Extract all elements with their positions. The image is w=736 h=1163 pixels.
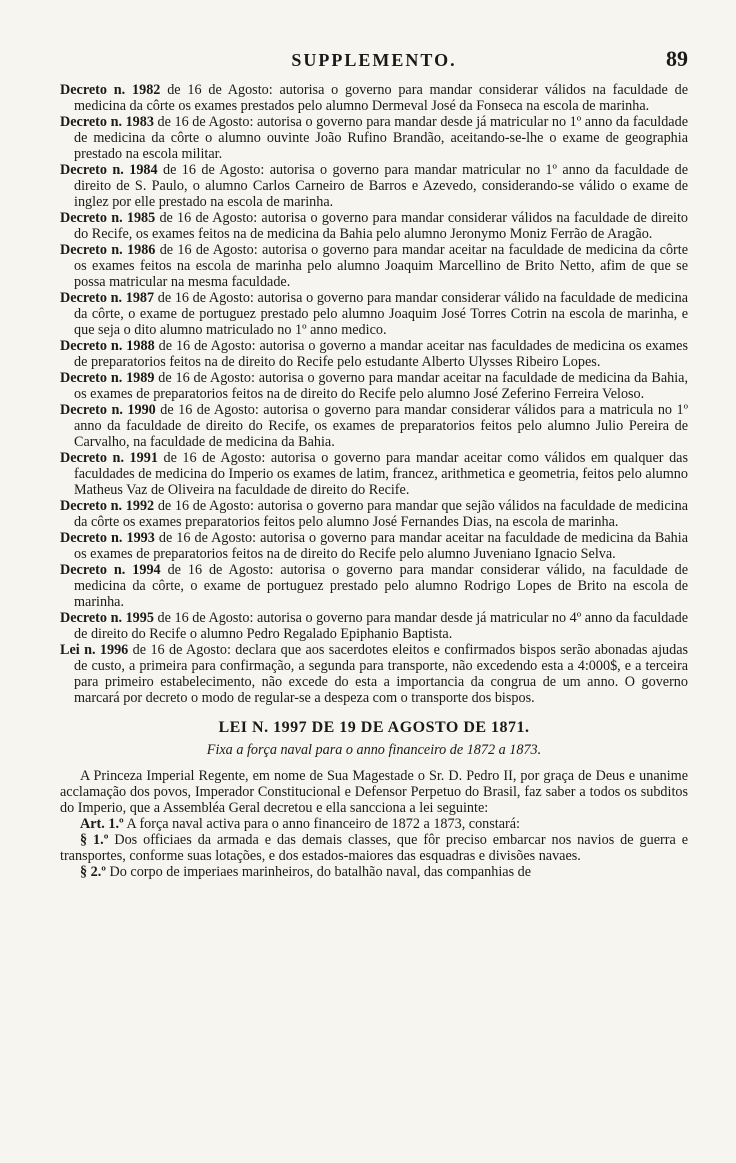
decree-label: Decreto n. 1992: [60, 498, 155, 514]
decree-label: Decreto n. 1990: [60, 402, 156, 418]
decree-entry: [60, 210, 688, 242]
decree-label: Lei n. 1996: [60, 642, 129, 658]
decree-label: Decreto n. 1985: [60, 210, 156, 226]
decree-entry: [60, 498, 688, 530]
decree-text: de 16 de Agosto: autorisa o governo para mandar que sejão válidos na faculdade de medicina da côrte os exames preparatorios feitos pelo alumno José Fernandes Dias, na escola de marinha.: [74, 498, 688, 530]
decree-label: Decreto n. 1995: [60, 610, 154, 626]
decree-entry: [60, 642, 688, 706]
page-number: 89: [666, 46, 688, 71]
decree-entry: [60, 290, 688, 338]
decree-text: de 16 de Agosto: autorisa o governo para mandar considerar válido, na faculdade de medicina da côrte, o exame de portuguez prestado pelo alumno Rodrigo Lopes de Brito na escola de marinha.: [74, 562, 689, 610]
decree-entry: [60, 242, 688, 290]
paragraph-2: [60, 864, 688, 880]
article-1-label: Art. 1.º: [80, 816, 124, 832]
decree-text: de 16 de Agosto: autorisa o governo para mandar aceitar na faculdade de medicina da Bahia, os exames de preparatorios feitos na de direito do Recife pelo alumno José Zeferino Ferreira Veloso.: [74, 370, 689, 402]
decree-label: Decreto n. 1987: [60, 290, 155, 306]
decree-text: de 16 de Agosto: autorisa o governo para mandar desde já matricular no 1º anno da faculdade de medicina da côrte o alumno ouvinte João Rufino Brandão, aceitando-se-lhe o exame de geographia prestado na escola militar.: [74, 114, 688, 162]
decree-text: de 16 de Agosto: autorisa o governo para mandar considerar válido na faculdade de medicina da côrte, o exame de portuguez prestado pelo alumno Joaquim José Torres Cotrin na escola de marinha, e que seja o dito alumno matriculado no 1º anno medico.: [74, 290, 688, 338]
decree-text: de 16 de Agosto: autorisa o governo para mandar considerar válidos na faculdade de direito do Recife, os exames feitos na de medicina da Bahia pelo alumno Jeronymo Moniz Ferrão de Aragão.: [74, 210, 688, 242]
decree-label: Decreto n. 1984: [60, 162, 158, 178]
article-1: [60, 816, 688, 832]
decree-entry: [60, 610, 688, 642]
decree-entry: [60, 338, 688, 370]
law-subtitle: Fixa a força naval para o anno financeiro de 1872 a 1873.: [206, 742, 542, 758]
paragraph-1-label: § 1.º: [80, 832, 109, 848]
decree-label: Decreto n. 1994: [60, 562, 161, 578]
page-header: [60, 46, 688, 80]
decree-text: de 16 de Agosto: autorisa o governo para mandar desde já matricular no 4º anno da faculdade de direito do Recife o alumno Pedro Regalado Epiphanio Baptista.: [74, 610, 688, 642]
decree-text: de 16 de Agosto: autorisa o governo para mandar considerar válidos na faculdade de medicina da côrte os exames prestados pelo alumno Dermeval José da Fonseca na escola de marinha.: [74, 82, 688, 114]
article-1-text: A força naval activa para o anno financeiro de 1872 a 1873, constará:: [126, 816, 520, 832]
law-title: LEI N. 1997 DE 19 DE AGOSTO DE 1871.: [218, 719, 530, 736]
page-body: [60, 82, 688, 880]
decree-text: de 16 de Agosto: autorisa o governo para mandar considerar válidos para a matricula no 1º anno da faculdade de direito do Recife, os exames de preparatorios feitos pelo alumno Julio Pereira de Carvalho, na faculdade de medicina da Bahia.: [74, 402, 688, 450]
decree-label: Decreto n. 1993: [60, 530, 155, 546]
decree-text: de 16 de Agosto: autorisa o governo para mandar aceitar na faculdade de medicina da Bahia os exames de preparatorios feitos na de direito do Recife pelo alumno Juveniano Ignacio Selva.: [74, 530, 689, 562]
decree-entry: [60, 162, 688, 210]
decree-label: Decreto n. 1986: [60, 242, 156, 258]
law-preamble: A Princeza Imperial Regente, em nome de Sua Magestade o Sr. D. Pedro II, por graça de Deus e unanime acclamação dos povos, Imperador Constitucional e Defensor Perpetuo do Brasil, faz saber a todos os subditos do Imperio, que a Assembléa Geral decretou e ella sancciona a lei seguinte:: [60, 768, 688, 816]
decree-entry: [60, 370, 688, 402]
running-title: SUPPLEMENTO.: [291, 50, 457, 70]
decree-text: de 16 de Agosto: autorisa o governo para mandar aceitar na faculdade de medicina da côrte os exames feitos na escola de marinha pelo alumno Joaquim Marcellino de Brito Netto, afim de que se possa matricular na mesma faculdade.: [74, 242, 689, 290]
paragraph-1-text: Dos officiaes da armada e das demais classes, que fôr preciso embarcar nos navios de guerra e transportes, conforme suas lotações, e dos estados-maiores das esquadras e divisões navaes.: [60, 832, 688, 864]
decree-entry: [60, 450, 688, 498]
decree-label: Decreto n. 1988: [60, 338, 155, 354]
decree-text: de 16 de Agosto: declara que aos sacerdotes eleitos e confirmados bispos serão abonadas ajudas de custo, a primeira para confirmação, a segunda para transporte, não excedendo esta a 4:000$, e a terceira para primeiro estabelecimento, não excede do esta a importancia da congrua de um anno. O governo marcará por decreto o modo de regular-se a despeza com o transporte dos bispos.: [74, 642, 689, 706]
decree-label: Decreto n. 1991: [60, 450, 158, 466]
decree-entry: [60, 114, 688, 162]
paragraph-2-text: Do corpo de imperiaes marinheiros, do batalhão naval, das companhias de: [109, 864, 532, 880]
decree-text: de 16 de Agosto: autorisa o governo a mandar aceitar nas faculdades de medicina os exames de preparatorios feitos na de direito do Recife pelo estudante Alberto Ulysses Ribeiro Lopes.: [74, 338, 688, 370]
decree-entry: [60, 402, 688, 450]
decree-label: Decreto n. 1982: [60, 82, 161, 98]
decree-list: [60, 82, 688, 706]
decree-label: Decreto n. 1989: [60, 370, 155, 386]
paragraph-2-label: § 2.º: [80, 864, 106, 880]
paragraph-1: [60, 832, 688, 864]
decree-label: Decreto n. 1983: [60, 114, 154, 130]
decree-text: de 16 de Agosto: autorisa o governo para mandar aceitar como válidos em qualquer das faculdades de medicina do Imperio os exames de latim, francez, arithmetica e geometria, feitos pelo alumno Matheus Vaz de Oliveira na faculdade de direito do Recife.: [74, 450, 689, 498]
decree-entry: [60, 562, 688, 610]
decree-entry: [60, 82, 688, 114]
decree-entry: [60, 530, 688, 562]
decree-text: de 16 de Agosto: autorisa o governo para mandar matricular no 1º anno da faculdade de direito de S. Paulo, o alumno Carlos Carneiro de Barros e Azevedo, considerando-se válido o exame de inglez por elle prestado na escola de marinha.: [74, 162, 689, 210]
